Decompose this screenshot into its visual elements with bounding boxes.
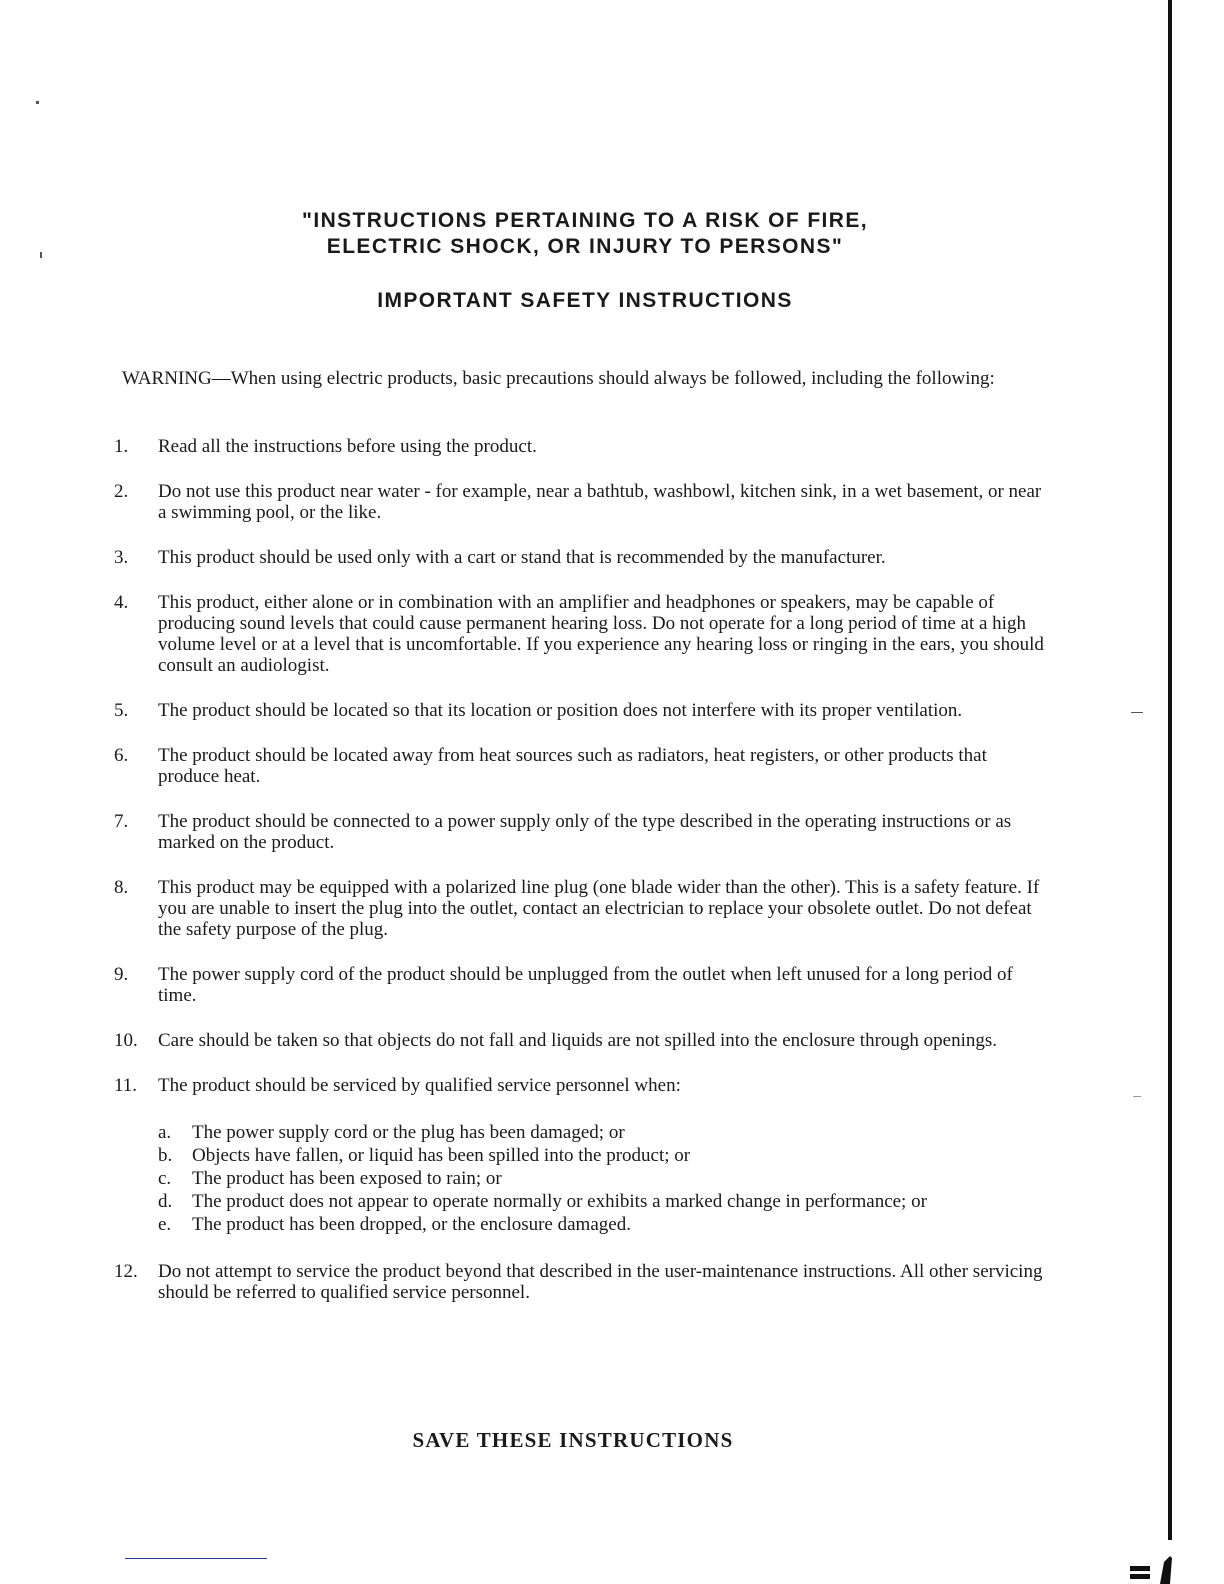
list-item-2 — [114, 481, 1044, 523]
list-item-12 — [114, 1261, 1044, 1303]
list-item-10 — [114, 1030, 1044, 1051]
scan-speck — [40, 252, 42, 258]
sub-item-c — [158, 1168, 1044, 1189]
list-item-5 — [114, 700, 1044, 721]
list-item-8 — [114, 877, 1044, 940]
list-item-7 — [114, 811, 1044, 853]
item-number: 1. — [114, 436, 129, 457]
page-subtitle: IMPORTANT SAFETY INSTRUCTIONS — [377, 289, 793, 312]
item-number: 8. — [114, 877, 129, 898]
page-title — [0, 208, 1170, 260]
item-number: 11. — [114, 1075, 138, 1096]
footer-heading: SAVE THESE INSTRUCTIONS — [412, 1428, 734, 1452]
list-item-3 — [114, 547, 1044, 568]
scan-speck — [1133, 1096, 1141, 1097]
corner-registration-mark — [1130, 1556, 1174, 1584]
sub-item-d — [158, 1191, 1044, 1212]
item-number: 10. — [114, 1030, 138, 1051]
item-number: 9. — [114, 964, 129, 985]
item-text: The product should be located away from heat sources such as radiators, heat registers, or other products that produce heat. — [158, 745, 987, 787]
sub-item-text: The product has been exposed to rain; or — [192, 1168, 502, 1189]
item-text: The power supply cord of the product should be unplugged from the outlet when left unused for a long period of time. — [158, 964, 1013, 1006]
sub-item-text: The product has been dropped, or the enclosure damaged. — [192, 1214, 631, 1235]
title-line-2: ELECTRIC SHOCK, OR INJURY TO PERSONS" — [326, 235, 844, 258]
sub-item-letter: b. — [158, 1145, 173, 1166]
list-item-1 — [114, 436, 1044, 457]
item-number: 6. — [114, 745, 129, 766]
sub-item-b — [158, 1145, 1044, 1166]
sub-item-letter: a. — [158, 1122, 172, 1143]
scan-speck — [36, 101, 39, 104]
sub-item-a — [158, 1122, 1044, 1143]
item-number: 7. — [114, 811, 129, 832]
title-line-1: "INSTRUCTIONS PERTAINING TO A RISK OF FIRE, — [301, 209, 868, 232]
scan-edge-line — [1168, 0, 1172, 1540]
service-conditions-list — [158, 1122, 1044, 1235]
item-text: The product should be connected to a power supply only of the type described in the operating instructions or as marked on the product. — [158, 811, 1012, 853]
footer-rule — [125, 1558, 267, 1559]
sub-item-letter: d. — [158, 1191, 173, 1212]
item-text: Care should be taken so that objects do not fall and liquids are not spilled into the enclosure through openings. — [158, 1030, 997, 1051]
item-text: This product may be equipped with a polarized line plug (one blade wider than the other). This is a safety feature. If you are unable to insert the plug into the outlet, contact an electrician to replace your obsolete outlet. Do not defeat the safety purpose of the plug. — [158, 877, 1040, 940]
list-item-6 — [114, 745, 1044, 787]
list-item-4 — [114, 592, 1044, 676]
item-text-with-sublist — [158, 1075, 1044, 1237]
sub-item-text: The power supply cord or the plug has been damaged; or — [192, 1122, 625, 1143]
item-text: Read all the instructions before using the product. — [158, 436, 537, 457]
sub-item-letter: e. — [158, 1214, 172, 1235]
item-text: Do not use this product near water - for example, near a bathtub, washbowl, kitchen sink, in a wet basement, or near a swimming pool, or the like. — [158, 481, 1042, 523]
sub-item-text: Objects have fallen, or liquid has been spilled into the product; or — [192, 1145, 691, 1166]
item-text: This product should be used only with a cart or stand that is recommended by the manufacturer. — [158, 547, 886, 568]
item-text: This product, either alone or in combination with an amplifier and headphones or speakers, may be capable of producing sound levels that could cause permanent hearing loss. Do not operate for a long period of time at a high volume level or at a level that is uncomfortable. If you experience any hearing loss or ringing in the ears, you should consult an audiologist. — [158, 592, 1044, 676]
sub-item-text: The product does not appear to operate normally or exhibits a marked change in performance; or — [192, 1191, 927, 1212]
item-text: The product should be serviced by qualified service personnel when: — [158, 1075, 681, 1096]
item-number: 4. — [114, 592, 129, 613]
list-item-9 — [114, 964, 1044, 1006]
warning-paragraph: WARNING—When using electric products, basic precautions should always be followed, including the following: — [122, 368, 995, 389]
item-number: 2. — [114, 481, 129, 502]
sub-item-e — [158, 1214, 1044, 1235]
item-number: 12. — [114, 1261, 138, 1282]
sub-item-letter: c. — [158, 1168, 172, 1189]
instruction-list — [114, 436, 1044, 1327]
item-text: Do not attempt to service the product beyond that described in the user-maintenance instructions. All other servicing should be referred to qualified service personnel. — [158, 1261, 1043, 1303]
item-number: 3. — [114, 547, 129, 568]
item-number: 5. — [114, 700, 129, 721]
list-item-11 — [114, 1075, 1044, 1237]
item-text: The product should be located so that its location or position does not interfere with its proper ventilation. — [158, 700, 963, 721]
scan-speck — [1131, 712, 1143, 713]
